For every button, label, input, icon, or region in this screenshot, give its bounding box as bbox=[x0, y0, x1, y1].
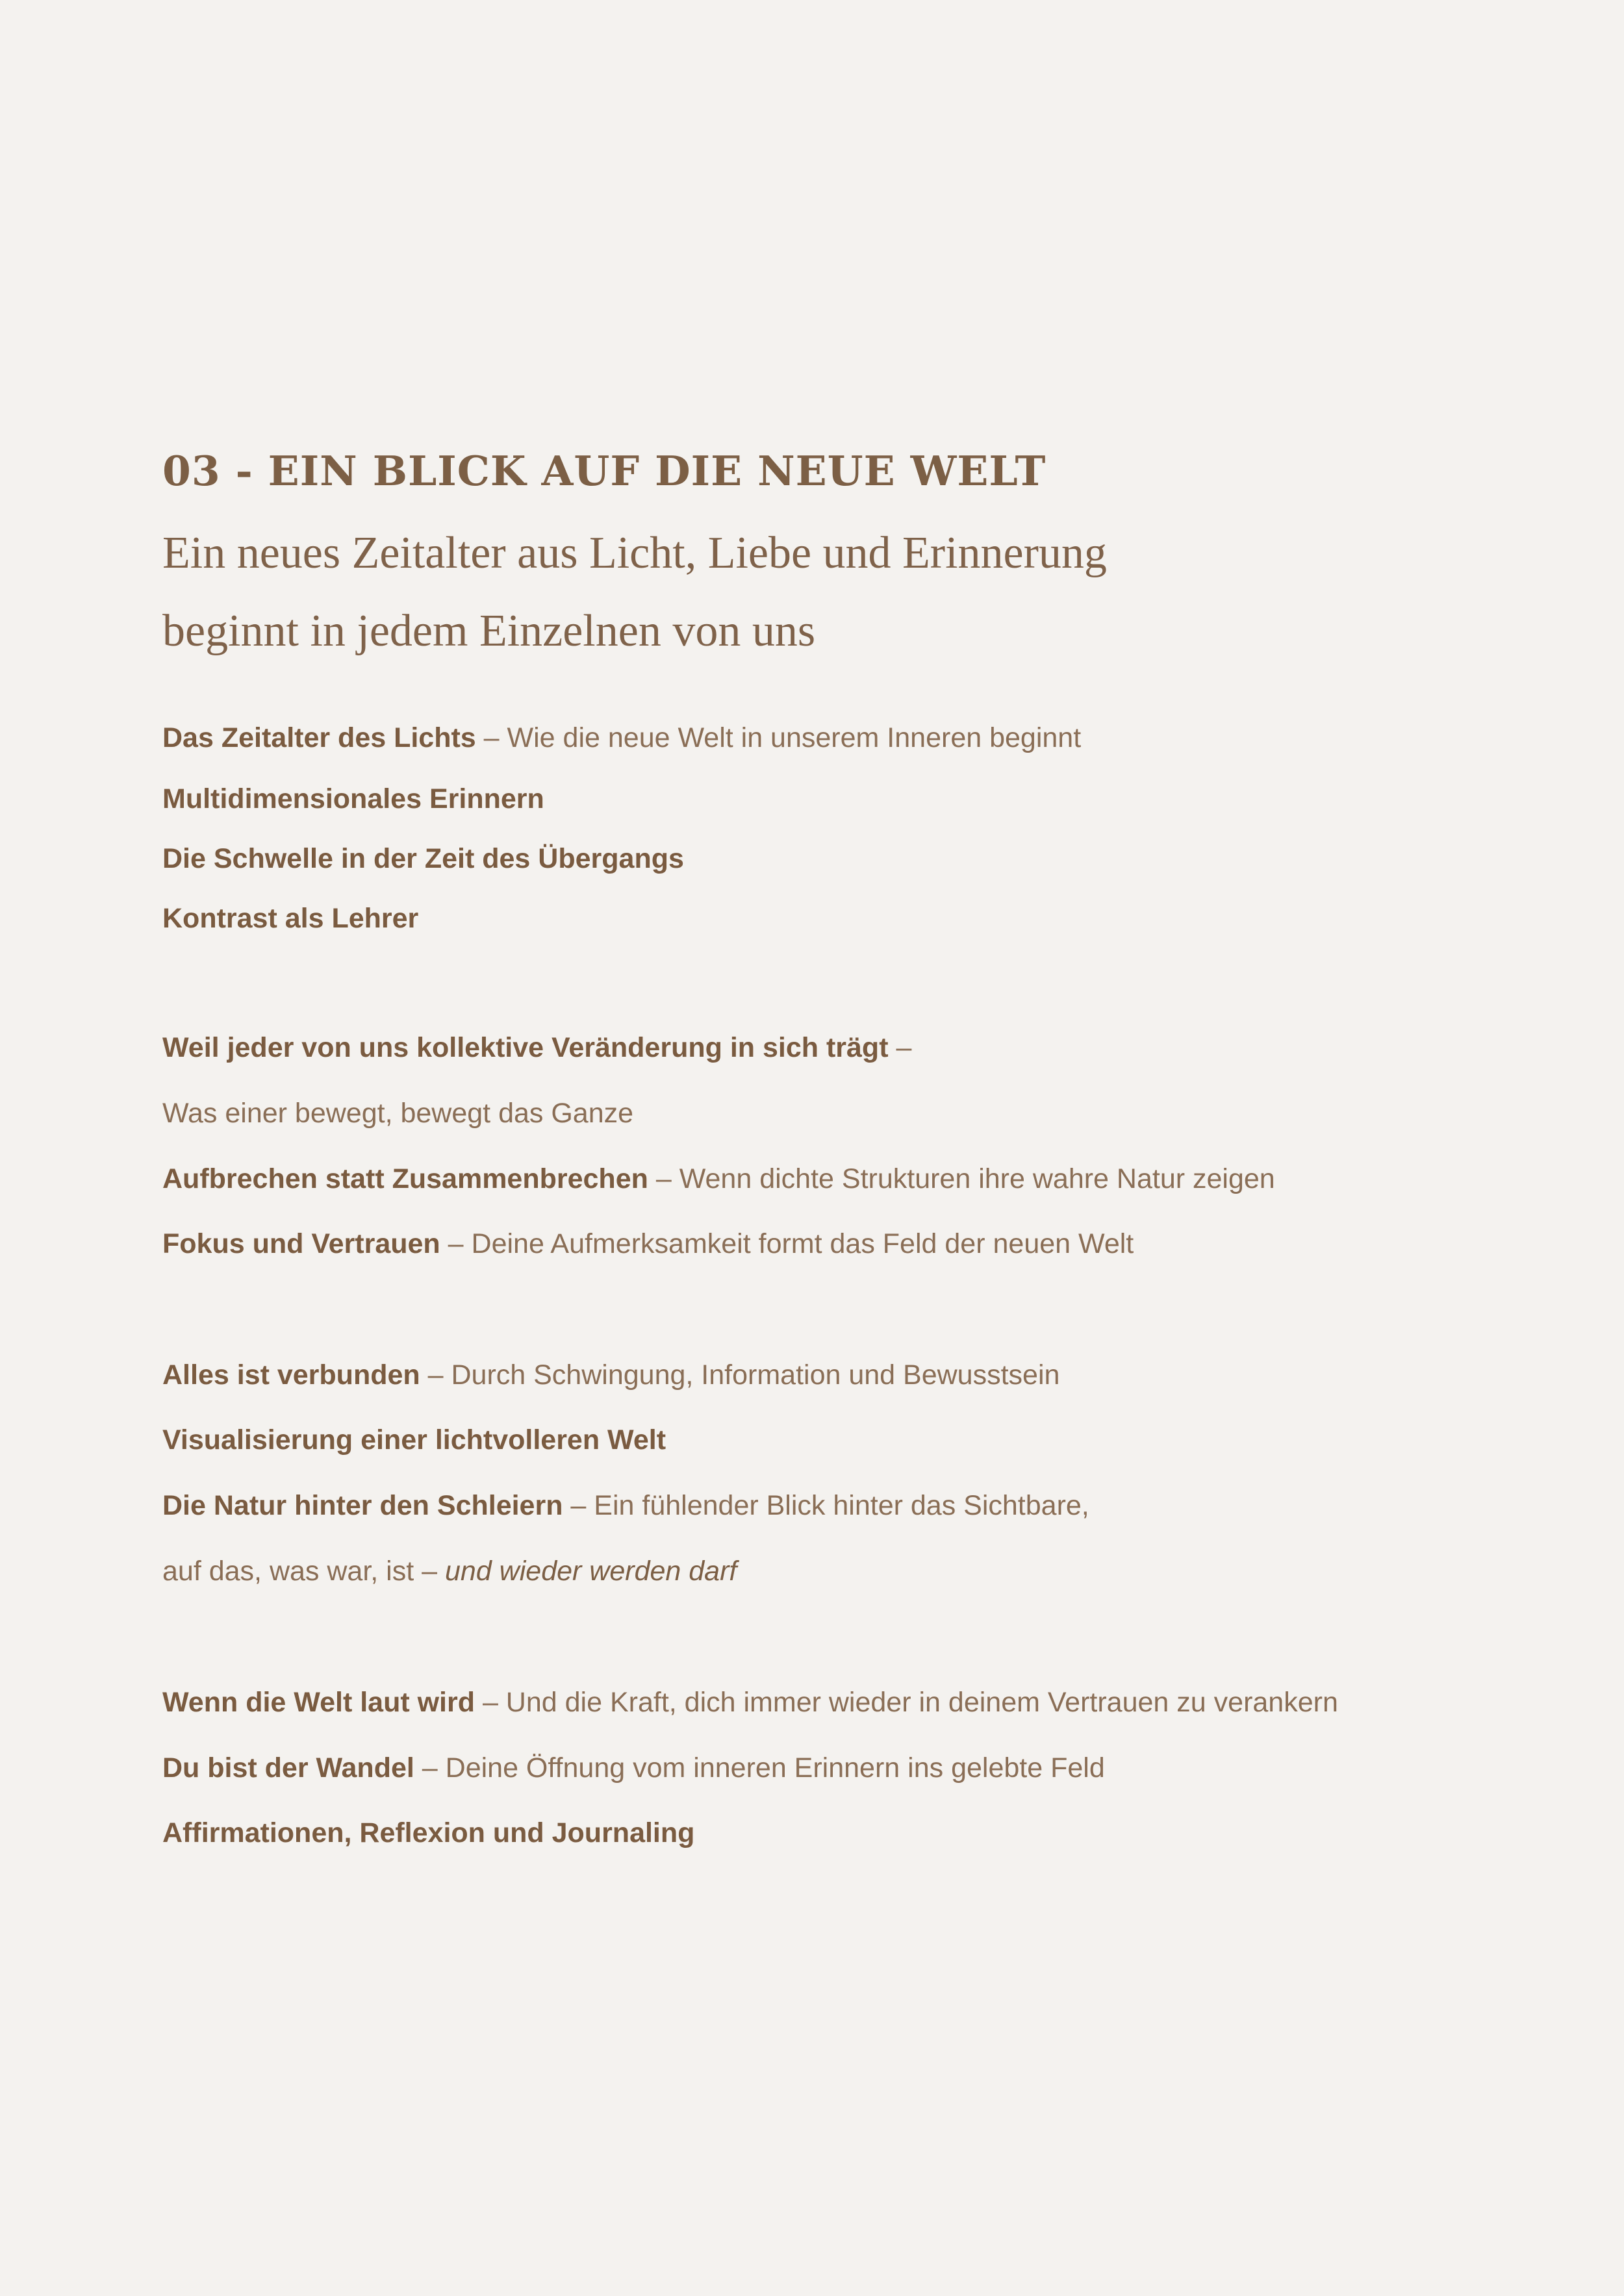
toc-entry-continuation bbox=[162, 1558, 737, 1585]
toc-entry-title: Aufbrechen statt Zusammenbrechen bbox=[162, 1163, 648, 1194]
toc-entry-title: Multidimensionales Erinnern bbox=[162, 783, 544, 814]
toc-entry-description: – Durch Schwingung, Information und Bewusstsein bbox=[420, 1359, 1060, 1391]
toc-entry bbox=[162, 724, 1081, 752]
toc-entry-description: – Wie die neue Welt in unserem Inneren beginnt bbox=[476, 722, 1082, 753]
toc-entry-title: Die Natur hinter den Schleiern bbox=[162, 1490, 563, 1521]
toc-entry-title: Du bist der Wandel bbox=[162, 1752, 414, 1784]
toc-entry bbox=[162, 1492, 1089, 1520]
toc-entry bbox=[162, 1689, 1338, 1717]
toc-entry-title: Das Zeitalter des Lichts bbox=[162, 722, 476, 753]
toc-entry-description: – Deine Aufmerksamkeit formt das Feld der neuen Welt bbox=[440, 1228, 1134, 1259]
toc-entry-title: Affirmationen, Reflexion und Journaling bbox=[162, 1817, 695, 1848]
toc-entry-description: – Ein fühlender Blick hinter das Sichtbare, bbox=[563, 1490, 1089, 1521]
toc-entry bbox=[162, 1165, 1275, 1193]
chapter-heading: 03 - EIN BLICK AUF DIE NEUE WELT bbox=[162, 447, 1047, 495]
toc-entry-title: Fokus und Vertrauen bbox=[162, 1228, 440, 1259]
subtitle-line-2: beginnt in jedem Einzelnen von uns bbox=[162, 606, 816, 656]
toc-entry bbox=[162, 1034, 911, 1062]
toc-entry-description: Was einer bewegt, bewegt das Ganze bbox=[162, 1098, 634, 1129]
toc-entry-description: auf das, was war, ist – bbox=[162, 1556, 445, 1587]
toc-entry-description: – bbox=[888, 1032, 912, 1063]
toc-entry bbox=[162, 785, 544, 813]
toc-entry bbox=[162, 845, 684, 873]
toc-entry-description: – Deine Öffnung vom inneren Erinnern ins gelebte Feld bbox=[414, 1752, 1105, 1784]
toc-entry-title: Wenn die Welt laut wird bbox=[162, 1687, 475, 1718]
toc-entry-title: Weil jeder von uns kollektive Veränderung in sich trägt bbox=[162, 1032, 889, 1063]
subtitle-line-1: Ein neues Zeitalter aus Licht, Liebe und Erinnerung bbox=[162, 528, 1107, 578]
page bbox=[162, 0, 1462, 2296]
toc-entry bbox=[162, 1230, 1134, 1258]
toc-entry-continuation bbox=[162, 1100, 633, 1128]
toc-entry bbox=[162, 905, 418, 933]
toc-entry-title: Alles ist verbunden bbox=[162, 1359, 420, 1391]
toc-entry bbox=[162, 1754, 1105, 1782]
toc-entry-description: – Wenn dichte Strukturen ihre wahre Natur zeigen bbox=[648, 1163, 1275, 1194]
toc-entry-title: Kontrast als Lehrer bbox=[162, 903, 419, 934]
toc-entry-title: Die Schwelle in der Zeit des Übergangs bbox=[162, 843, 684, 874]
toc-entry bbox=[162, 1819, 694, 1847]
toc-entry-title: Visualisierung einer lichtvolleren Welt bbox=[162, 1424, 666, 1456]
toc-entry bbox=[162, 1361, 1059, 1389]
toc-entry bbox=[162, 1426, 666, 1454]
toc-entry-italic-text: und wieder werden darf bbox=[444, 1556, 737, 1587]
toc-entry-description: – Und die Kraft, dich immer wieder in deinem Vertrauen zu verankern bbox=[475, 1687, 1338, 1718]
